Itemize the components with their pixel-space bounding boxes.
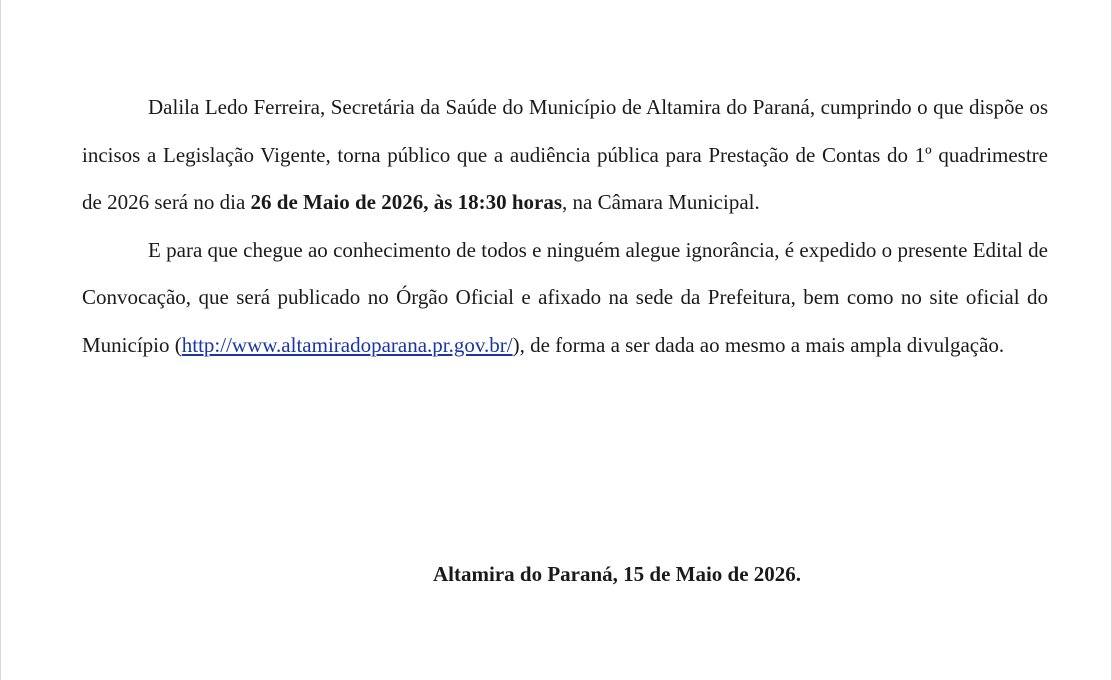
publication-ending: ), de forma a ser dada ao mesmo a mais ampla divulgação. <box>512 332 1005 357</box>
publication-text: E para que chegue ao conhecimento de todos e ninguém alegue ignorância, é expedido o presente Edital de Convocação, que será publicado no Órgão Oficial e afixado na sede da Prefeitura, bem como no site oficial do Município ( <box>82 237 1048 357</box>
signature-line: Altamira do Paraná, 15 de Maio de 2026. <box>433 562 802 586</box>
announcement-text: Dalila Ledo Ferreira, Secretária da Saúde do Município de Altamira do Paraná, cumprindo o que dispõe os incisos a Legislação Vigente, torna público que a audiência pública para Prestação de Contas do 1º quadrimestre de 2026 será no dia <box>82 95 1048 214</box>
paragraph-publication <box>82 227 1048 370</box>
municipality-website-link[interactable]: http://www.altamiradoparana.pr.gov.br/ <box>181 332 513 357</box>
paragraph-announcement <box>82 84 1048 227</box>
announcement-ending: , na Câmara Municipal. <box>562 190 760 214</box>
document-body <box>82 84 1048 369</box>
hearing-date: 26 de Maio de 2026, às 18:30 horas <box>250 190 563 214</box>
